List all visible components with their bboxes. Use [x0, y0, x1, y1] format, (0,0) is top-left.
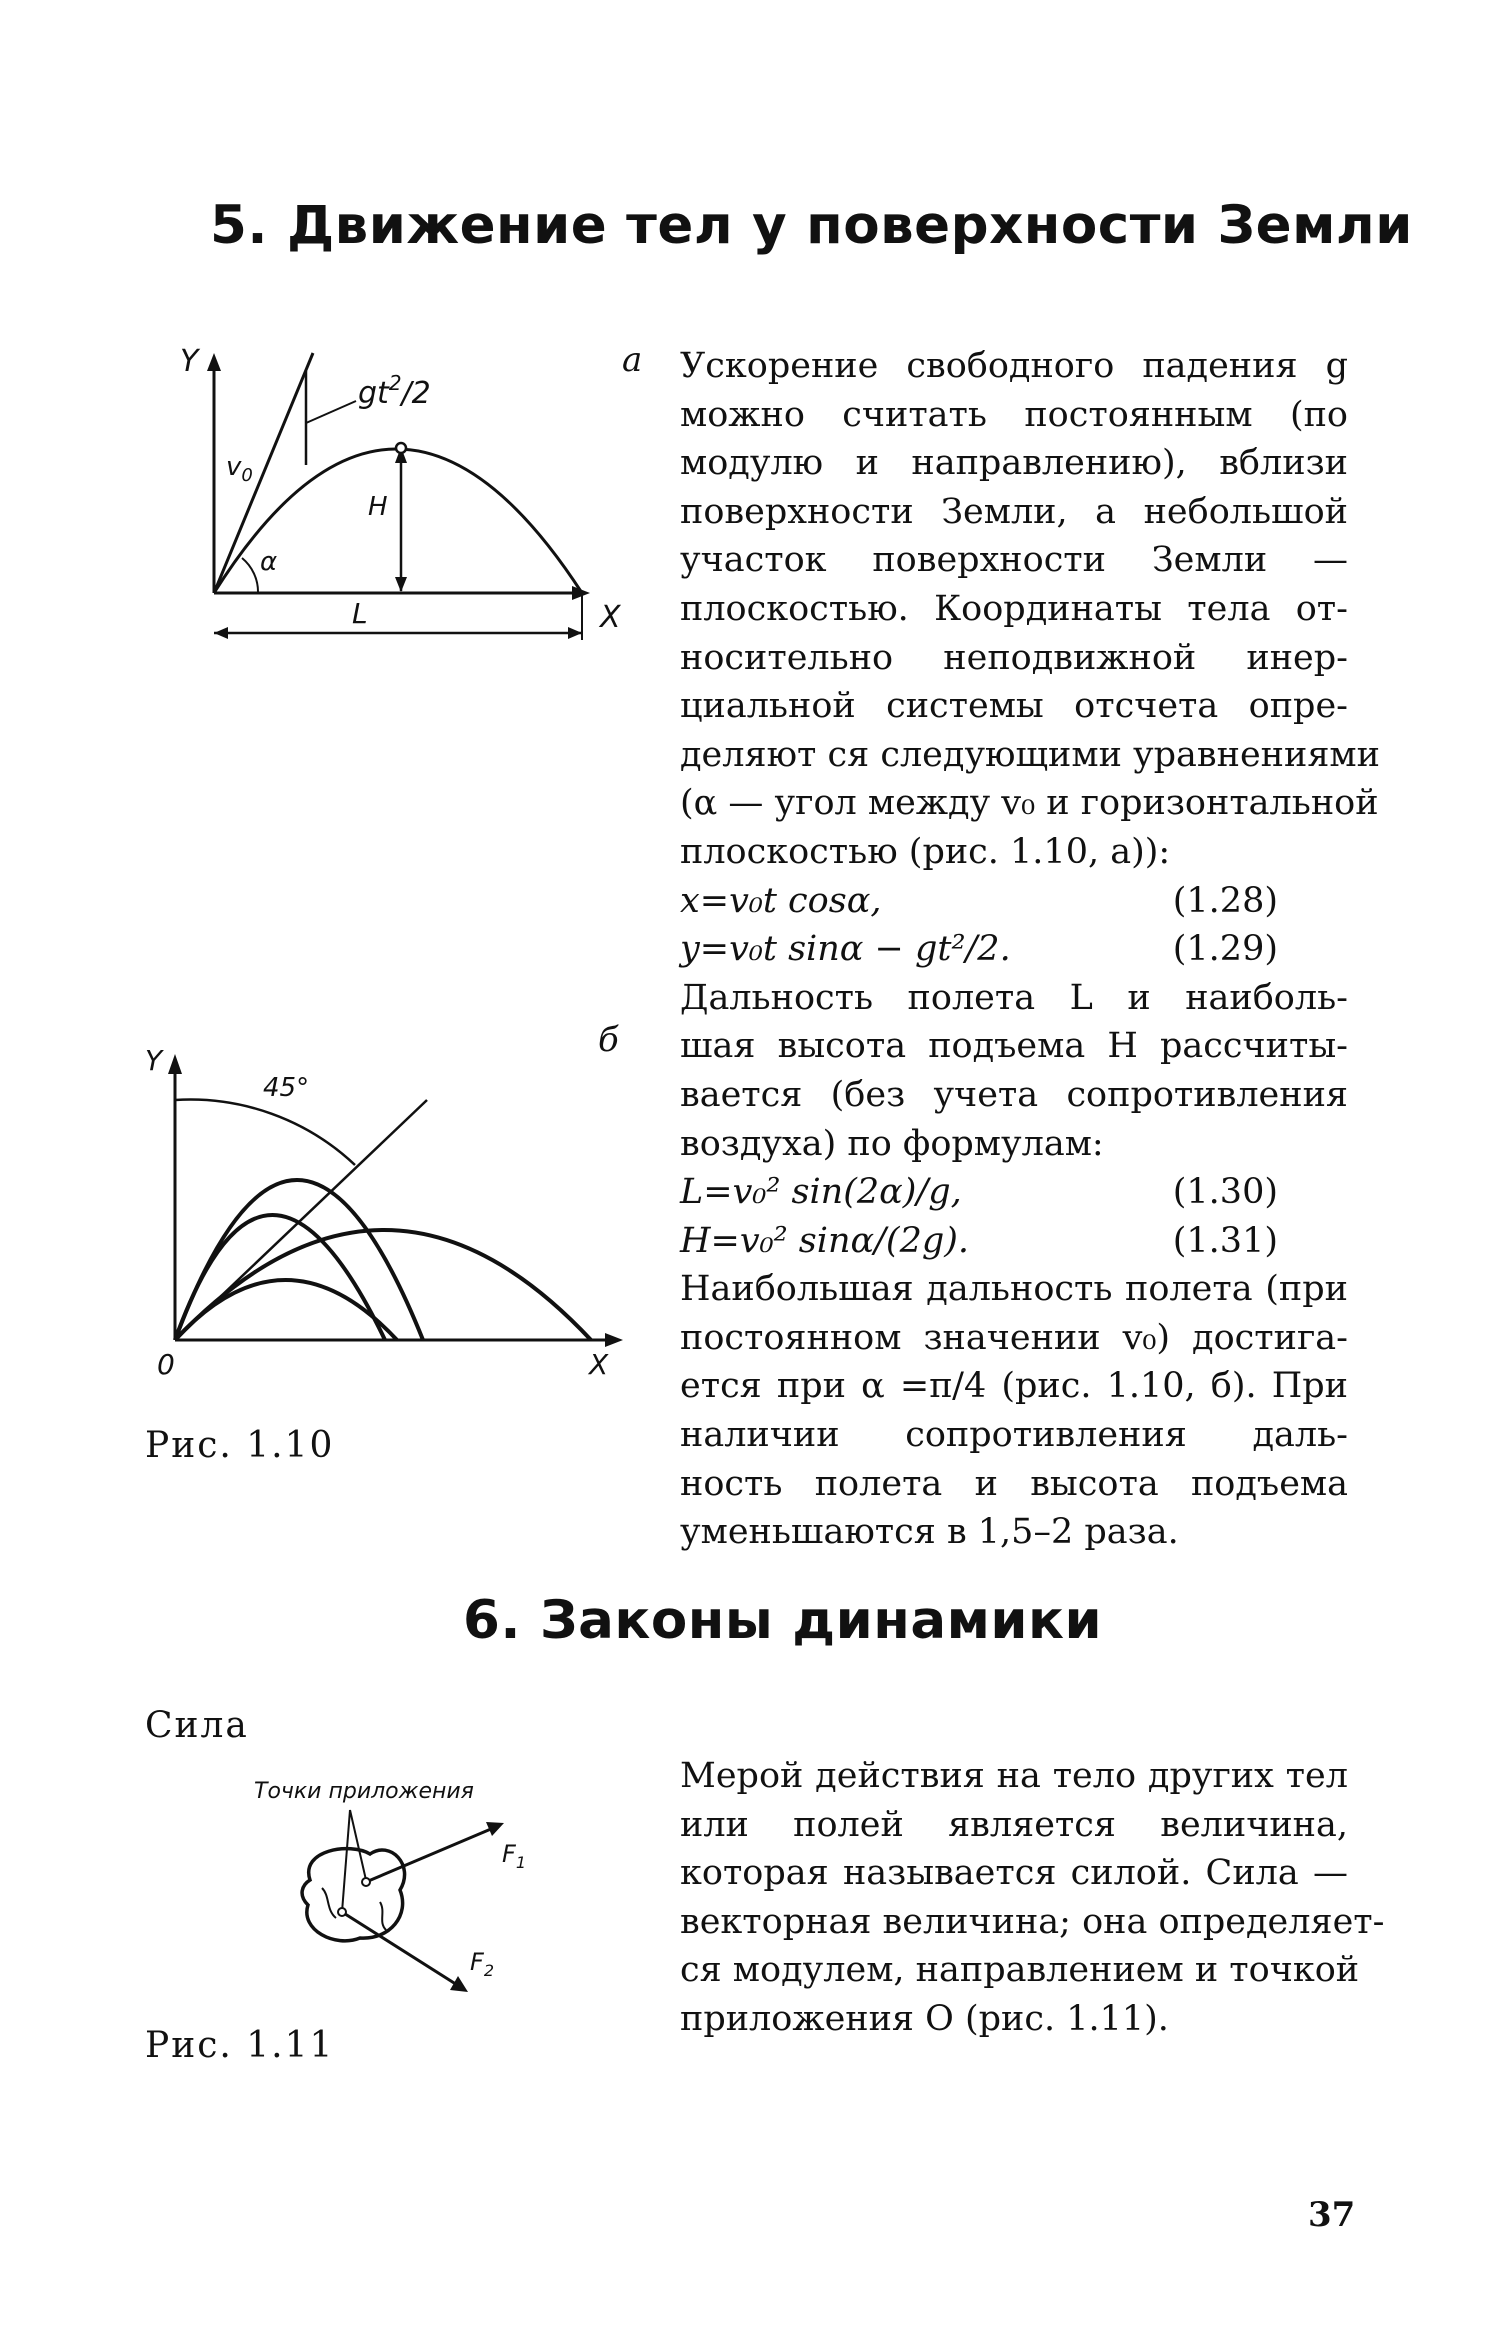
force-side-label: Сила: [145, 1705, 249, 1746]
formula-1-30: L=v₀² sin(2α)/g, (1.30): [680, 1172, 1278, 1213]
range-diagram: [145, 1040, 645, 1380]
b-x-label: X: [589, 1348, 609, 1380]
a-alpha-label: α: [260, 547, 278, 577]
figure-label-a: а: [622, 340, 643, 380]
a-gt-label: $gt^2/2$: [358, 371, 431, 411]
p5-line-4: участок поверхности Земли —: [680, 540, 1348, 581]
p5-line-1: можно считать постоянным (по: [680, 394, 1348, 435]
pmax-line-1: постоянном значении v₀) достига-: [680, 1317, 1348, 1358]
p5-line-5: плоскостью. Координаты тела от-: [680, 588, 1348, 629]
prange-line-1: шая высота подъема H рассчиты-: [680, 1026, 1348, 1067]
trajectory-diagram: [170, 345, 640, 655]
force-line-1: или полей является величина,: [680, 1804, 1348, 1845]
force-line-4: ся модулем, направлением и точкой: [680, 1950, 1360, 1991]
p5-line-7: циальной системы отсчета опре-: [680, 686, 1348, 727]
force-line-5: приложения O (рис. 1.11).: [680, 1998, 1169, 2039]
formula-1-28: x=v₀t cosα, (1.28): [680, 880, 1278, 921]
p5-line-9: (α — угол между v₀ и горизонтальной: [680, 783, 1379, 824]
a-y-label: Y: [180, 345, 199, 379]
force-line-0: Мерой действия на тело других тел: [680, 1756, 1348, 1796]
p5-line-0: Ускорение свободного падения g: [680, 346, 1348, 386]
pmax-line-2: ется при α =π/4 (рис. 1.10, б). При: [680, 1366, 1348, 1407]
prange-line-2: вается (без учета сопротивления: [680, 1074, 1348, 1115]
a-h-label: H: [368, 492, 388, 522]
b-origin-label: 0: [157, 1348, 175, 1380]
b-angle-label: 45°: [263, 1073, 310, 1103]
p5-line-3: поверхности Земли, а небольшой: [680, 491, 1348, 532]
f2-label: $F_2$: [470, 1948, 494, 1980]
force-line-2: которая называется силой. Сила —: [680, 1853, 1348, 1894]
p5-line-8: деляют ся следующими уравнениями: [680, 734, 1380, 775]
force-diagram: [240, 1770, 540, 2010]
force-line-3: векторная величина; она определяет-: [680, 1901, 1385, 1942]
p5-line-10: плоскостью (рис. 1.10, а)):: [680, 831, 1171, 872]
figure-1-10a: [170, 345, 640, 655]
a-v0-label: $v_0$: [226, 452, 253, 486]
pmax-line-5: уменьшаются в 1,5–2 раза.: [680, 1512, 1179, 1553]
section-5-title: 5. Движение тел у поверхности Земли: [210, 195, 1413, 256]
section-5-body: [680, 342, 1380, 1557]
pmax-line-4: ность полета и высота подъема: [680, 1463, 1348, 1504]
points-label: Точки приложения: [254, 1779, 474, 1804]
p5-line-2: модулю и направлению), вблизи: [680, 443, 1348, 484]
figure-1-11-caption: Рис. 1.11: [145, 2025, 335, 2066]
formula-1-31: H=v₀² sinα/(2g). (1.31): [680, 1220, 1278, 1261]
f1-label: $F_1$: [502, 1840, 526, 1872]
figure-1-10-caption: Рис. 1.10: [145, 1425, 335, 1466]
force-body: [680, 1752, 1385, 2044]
p5-line-6: носительно неподвижной инер-: [680, 637, 1348, 678]
a-x-label: X: [600, 600, 621, 635]
section-6-title: 6. Законы динамики: [463, 1590, 1103, 1651]
prange-line-3: воздуха) по формулам:: [680, 1123, 1104, 1164]
prange-line-0: Дальность полета L и наиболь-: [680, 977, 1348, 1018]
a-l-label: L: [352, 597, 368, 630]
figure-1-10b: [145, 1040, 645, 1380]
b-y-label: Y: [145, 1044, 163, 1077]
figure-1-11: [240, 1770, 540, 2010]
page-number: 37: [1308, 2195, 1356, 2235]
pmax-line-0: Наибольшая дальность полета (при: [680, 1269, 1348, 1310]
formula-1-29: y=v₀t sinα − gt²/2. (1.29): [680, 929, 1278, 970]
figure-label-b: б: [598, 1020, 619, 1060]
pmax-line-3: наличии сопротивления даль-: [680, 1415, 1348, 1456]
a-y-arrow: [207, 353, 221, 371]
